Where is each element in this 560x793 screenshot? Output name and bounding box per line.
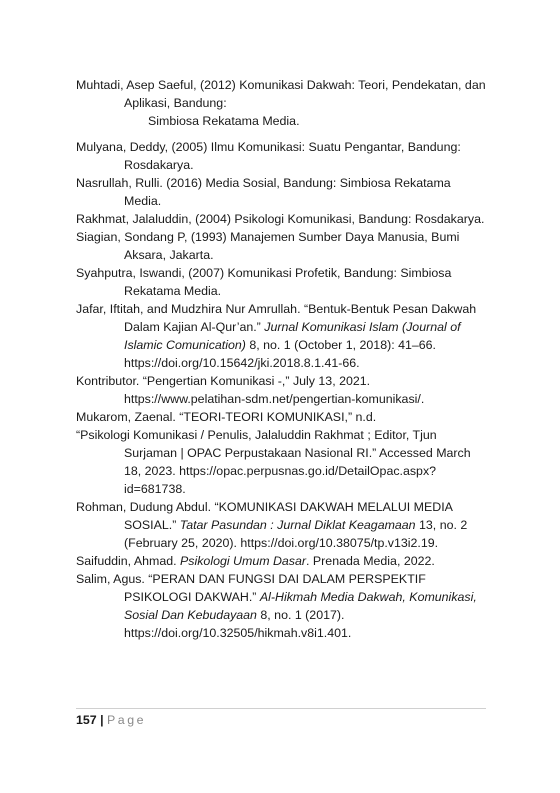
reference-source-title: Tatar Pasundan : Jurnal Diklat Keagamaan [179,518,416,532]
reference-text: Rakhmat, Jalaluddin, (2004) Psikologi Komunikasi, Bandung: Rosdakarya. [76,212,485,226]
reference-text: Siagian, Sondang P, (1993) Manajemen Sumber Daya Manusia, Bumi Aksara, Jakarta. [76,230,460,262]
reference-text: Salim, Agus. “PERAN DAN FUNGSI DAI DALAM PERSPEKTIF PSIKOLOGI DAKWAH.” [76,572,426,604]
page-label: Page [107,713,146,727]
reference-text: Mukarom, Zaenal. “TEORI-TEORI KOMUNIKASI,” n.d. [76,410,377,424]
reference-item [76,552,486,570]
reference-text: 13, no. 2 (February 25, 2020). https://doi.org/10.38075/tp.v13i2.19. [124,518,468,550]
reference-item [76,174,486,210]
footer-separator: | [96,713,108,727]
page-footer [76,712,146,728]
footer-divider [76,708,486,709]
reference-text: Jafar, Iftitah, and Mudzhira Nur Amrullah. “Bentuk-Bentuk Pesan Dakwah Dalam Kajian Al-Qur’an.” [76,302,477,334]
reference-text: 8, no. 1 (October 1, 2018): 41–66. https://doi.org/10.15642/jki.2018.8.1.41-66. [124,338,437,370]
reference-item [76,408,486,426]
reference-text: . Prenada Media, 2022. [306,554,435,568]
reference-item [76,76,486,130]
reference-text: Mulyana, Deddy, (2005) Ilmu Komunikasi: Suatu Pengantar, Bandung: Rosdakarya. [76,140,461,172]
reference-item [76,210,486,228]
reference-source-title: Psikologi Umum Dasar [180,554,307,568]
reference-source-title: Al-Hikmah Media Dakwah, Komunikasi, Sosial Dan Kebudayaan [124,590,477,622]
reference-text: Kontributor. “Pengertian Komunikasi -,” July 13, 2021. https://www.pelatihan-sdm.net/pengertian-komunikasi/. [76,374,425,406]
reference-item [76,426,486,498]
reference-item [76,138,486,174]
reference-item [76,264,486,300]
reference-text: Saifuddin, Ahmad. [76,554,181,568]
reference-item [76,372,486,408]
reference-item [76,300,486,372]
page-number: 157 [76,713,97,727]
reference-item [76,228,486,264]
reference-text: Nasrullah, Rulli. (2016) Media Sosial, Bandung: Simbiosa Rekatama Media. [76,176,451,208]
reference-item [76,570,486,642]
reference-text: “Psikologi Komunikasi / Penulis, Jalaluddin Rakhmat ; Editor, Tjun Surjaman | OPAC Perpustakaan Nasional RI.” Accessed March 18, 2023. https://opac.perpusnas.go.id/DetailOpac.aspx?id=681738. [76,428,471,496]
reference-item [76,498,486,552]
reference-list [76,76,486,642]
reference-text: 8, no. 1 (2017). https://doi.org/10.32505/hikmah.v8i1.401. [124,608,352,640]
reference-text-continued: Simbiosa Rekatama Media. [148,114,300,128]
reference-text: Muhtadi, Asep Saeful, (2012) Komunikasi Dakwah: Teori, Pendekatan, dan Aplikasi, Bandung: [76,78,486,110]
reference-text: Syahputra, Iswandi, (2007) Komunikasi Profetik, Bandung: Simbiosa Rekatama Media. [76,266,452,298]
reference-text: Rohman, Dudung Abdul. “KOMUNIKASI DAKWAH MELALUI MEDIA SOSIAL.” [76,500,453,532]
reference-source-title: Jurnal Komunikasi Islam (Journal of Islamic Comunication) [124,320,461,352]
